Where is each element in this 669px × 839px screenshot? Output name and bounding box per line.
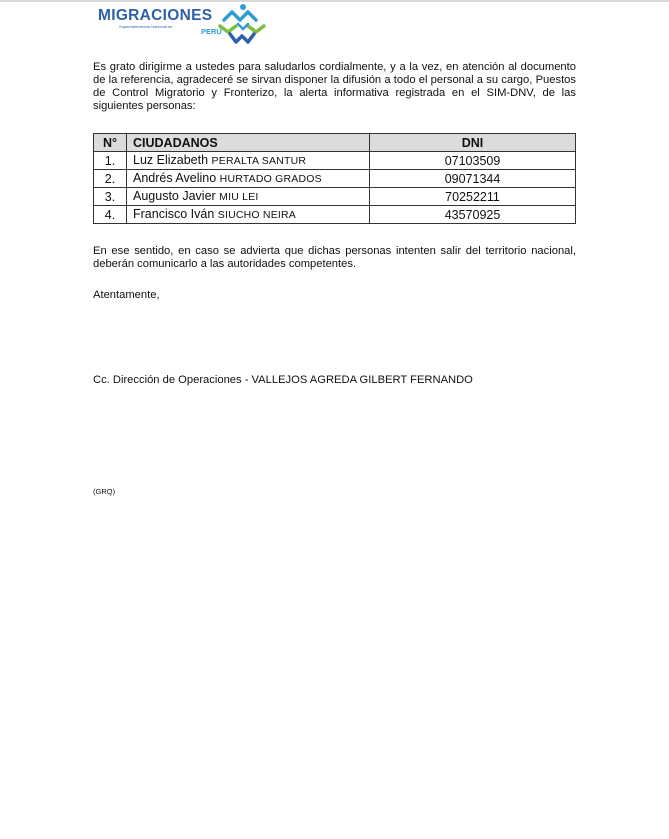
citizen-surname: PERALTA SANTUR [211,155,307,167]
citizen-given-names: Augusto Javier [133,189,216,203]
table-row [94,188,576,206]
citizen-surname: MIU LEI [219,191,259,203]
persons-table [93,133,576,224]
citizen-surname: SIUCHO NEIRA [217,209,297,221]
logo-subtitle: Superintendencia Nacional de [119,24,173,29]
migraciones-emblem-icon [218,2,268,48]
row-number: 1. [94,152,127,170]
salutation: Atentamente, [93,289,160,301]
row-dni: 70252211 [370,188,576,206]
row-dni: 09071344 [370,170,576,188]
row-citizen [127,206,370,224]
header-citizens: CIUDADANOS [127,134,370,152]
migraciones-logo [98,2,273,50]
row-citizen [127,188,370,206]
carbon-copy-line: Cc. Dirección de Operaciones - VALLEJOS AGREDA GILBERT FERNANDO [93,374,473,386]
row-number: 4. [94,206,127,224]
intro-paragraph: Es grato dirigirme a ustedes para saludarlos cordialmente, y a la vez, en atención al documento de la referencia, agradeceré se sirvan disponer la difusión a todo el personal a su cargo, Puestos de Control Migratorio y Fronterizo, la alerta informativa registrada en el SIM-DNV, de las siguientes personas: [93,61,576,112]
closing-paragraph: En ese sentido, en caso se advierta que dichas personas intenten salir del territorio nacional, deberán comunicarlo a las autoridades competentes. [93,245,576,270]
logo-name: MIGRACIONES [98,7,213,24]
citizen-given-names: Andrés Avelino [133,171,217,185]
citizen-given-names: Francisco Iván [133,207,215,221]
header-dni: DNI [370,134,576,152]
table-row [94,206,576,224]
table-row [94,170,576,188]
row-number: 3. [94,188,127,206]
row-dni: 07103509 [370,152,576,170]
row-citizen [127,152,370,170]
typist-initials: (GRQ) [93,487,116,496]
citizen-given-names: Luz Elizabeth [133,153,209,167]
table-row [94,152,576,170]
row-citizen [127,170,370,188]
row-dni: 43570925 [370,206,576,224]
logo-country: PERÚ [201,27,222,36]
citizen-surname: HURTADO GRADOS [219,173,322,185]
row-number: 2. [94,170,127,188]
header-number: N° [94,134,127,152]
table-header-row [94,134,576,152]
